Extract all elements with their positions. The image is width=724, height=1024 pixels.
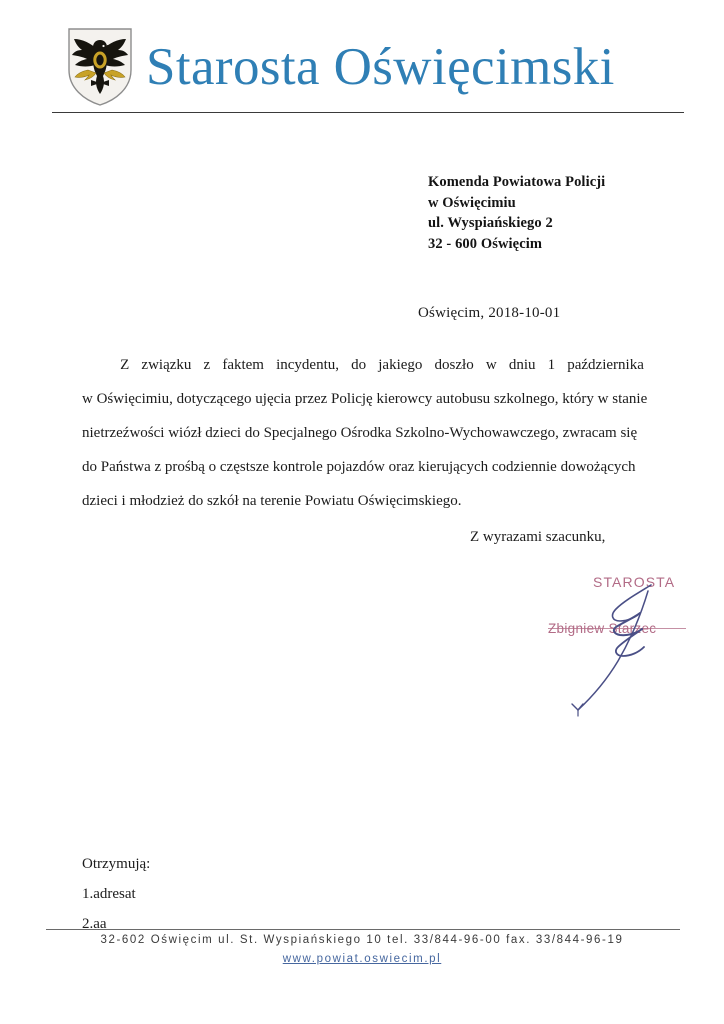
body-word: w xyxy=(485,357,497,373)
footer xyxy=(0,934,724,967)
body-line-2: w Oświęcimiu, dotyczącego ujęcia przez Policję kierowcy autobusu szkolnego, który w stanie xyxy=(82,391,648,407)
page-title: Starosta Oświęcimski xyxy=(146,38,615,96)
distribution-heading: Otrzymują: xyxy=(82,856,151,872)
signature-block xyxy=(520,565,710,725)
body-word: do xyxy=(351,357,367,373)
addressee-line: ul. Wyspiańskiego 2 xyxy=(428,215,553,231)
body-word: dniu xyxy=(508,357,536,373)
header-divider xyxy=(52,112,684,113)
body-word: Z xyxy=(120,357,130,373)
letter-body xyxy=(82,348,648,518)
footer-address: 32-602 Oświęcim ul. St. Wyspiańskiego 10 tel. 33/844-96-00 fax. 33/844-96-19 xyxy=(100,934,624,946)
body-line-4: do Państwa z prośbą o częstsze kontrole pojazdów oraz kierujących codziennie dowożących xyxy=(82,459,636,475)
stamp-name-text: Zbigniew Starzec xyxy=(548,621,657,636)
body-word: incydentu, xyxy=(276,357,340,373)
letterhead xyxy=(0,18,724,110)
addressee-block xyxy=(428,172,688,254)
body-line-1 xyxy=(82,348,644,382)
body-word: związku xyxy=(141,357,192,373)
addressee-line: Komenda Powiatowa Policji xyxy=(428,174,606,190)
stamp-role-text: STAROSTA xyxy=(593,574,676,590)
oswiecim-coat-of-arms-icon xyxy=(66,26,134,108)
addressee-line: w Oświęcimiu xyxy=(428,194,516,211)
body-word: doszło xyxy=(434,357,474,373)
body-word: października xyxy=(567,357,644,373)
footer-website-link[interactable]: www.powiat.oswiecim.pl xyxy=(282,953,442,965)
body-line-3: nietrzeźwości wiózł dzieci do Specjalnego Ośrodka Szkolno-Wychowawczego, zwracam się xyxy=(82,425,638,441)
body-line-5: dzieci i młodzież do szkół na terenie Powiatu Oświęcimskiego. xyxy=(82,493,462,509)
distribution-list xyxy=(82,849,150,939)
place-and-date: Oświęcim, 2018-10-01 xyxy=(418,305,561,321)
body-word: 1 xyxy=(547,357,556,373)
body-word: z xyxy=(203,357,211,373)
body-word: faktem xyxy=(222,357,264,373)
first-line-indent xyxy=(82,348,108,382)
distribution-item: 1.adresat xyxy=(82,886,136,902)
stamp-underline xyxy=(548,628,686,629)
body-word: jakiego xyxy=(378,357,423,373)
footer-divider xyxy=(46,929,680,930)
distribution-item: 2.aa xyxy=(82,916,107,932)
addressee-line: 32 - 600 Oświęcim xyxy=(428,235,543,252)
closing-salutation: Z wyrazami szacunku, xyxy=(470,529,606,545)
